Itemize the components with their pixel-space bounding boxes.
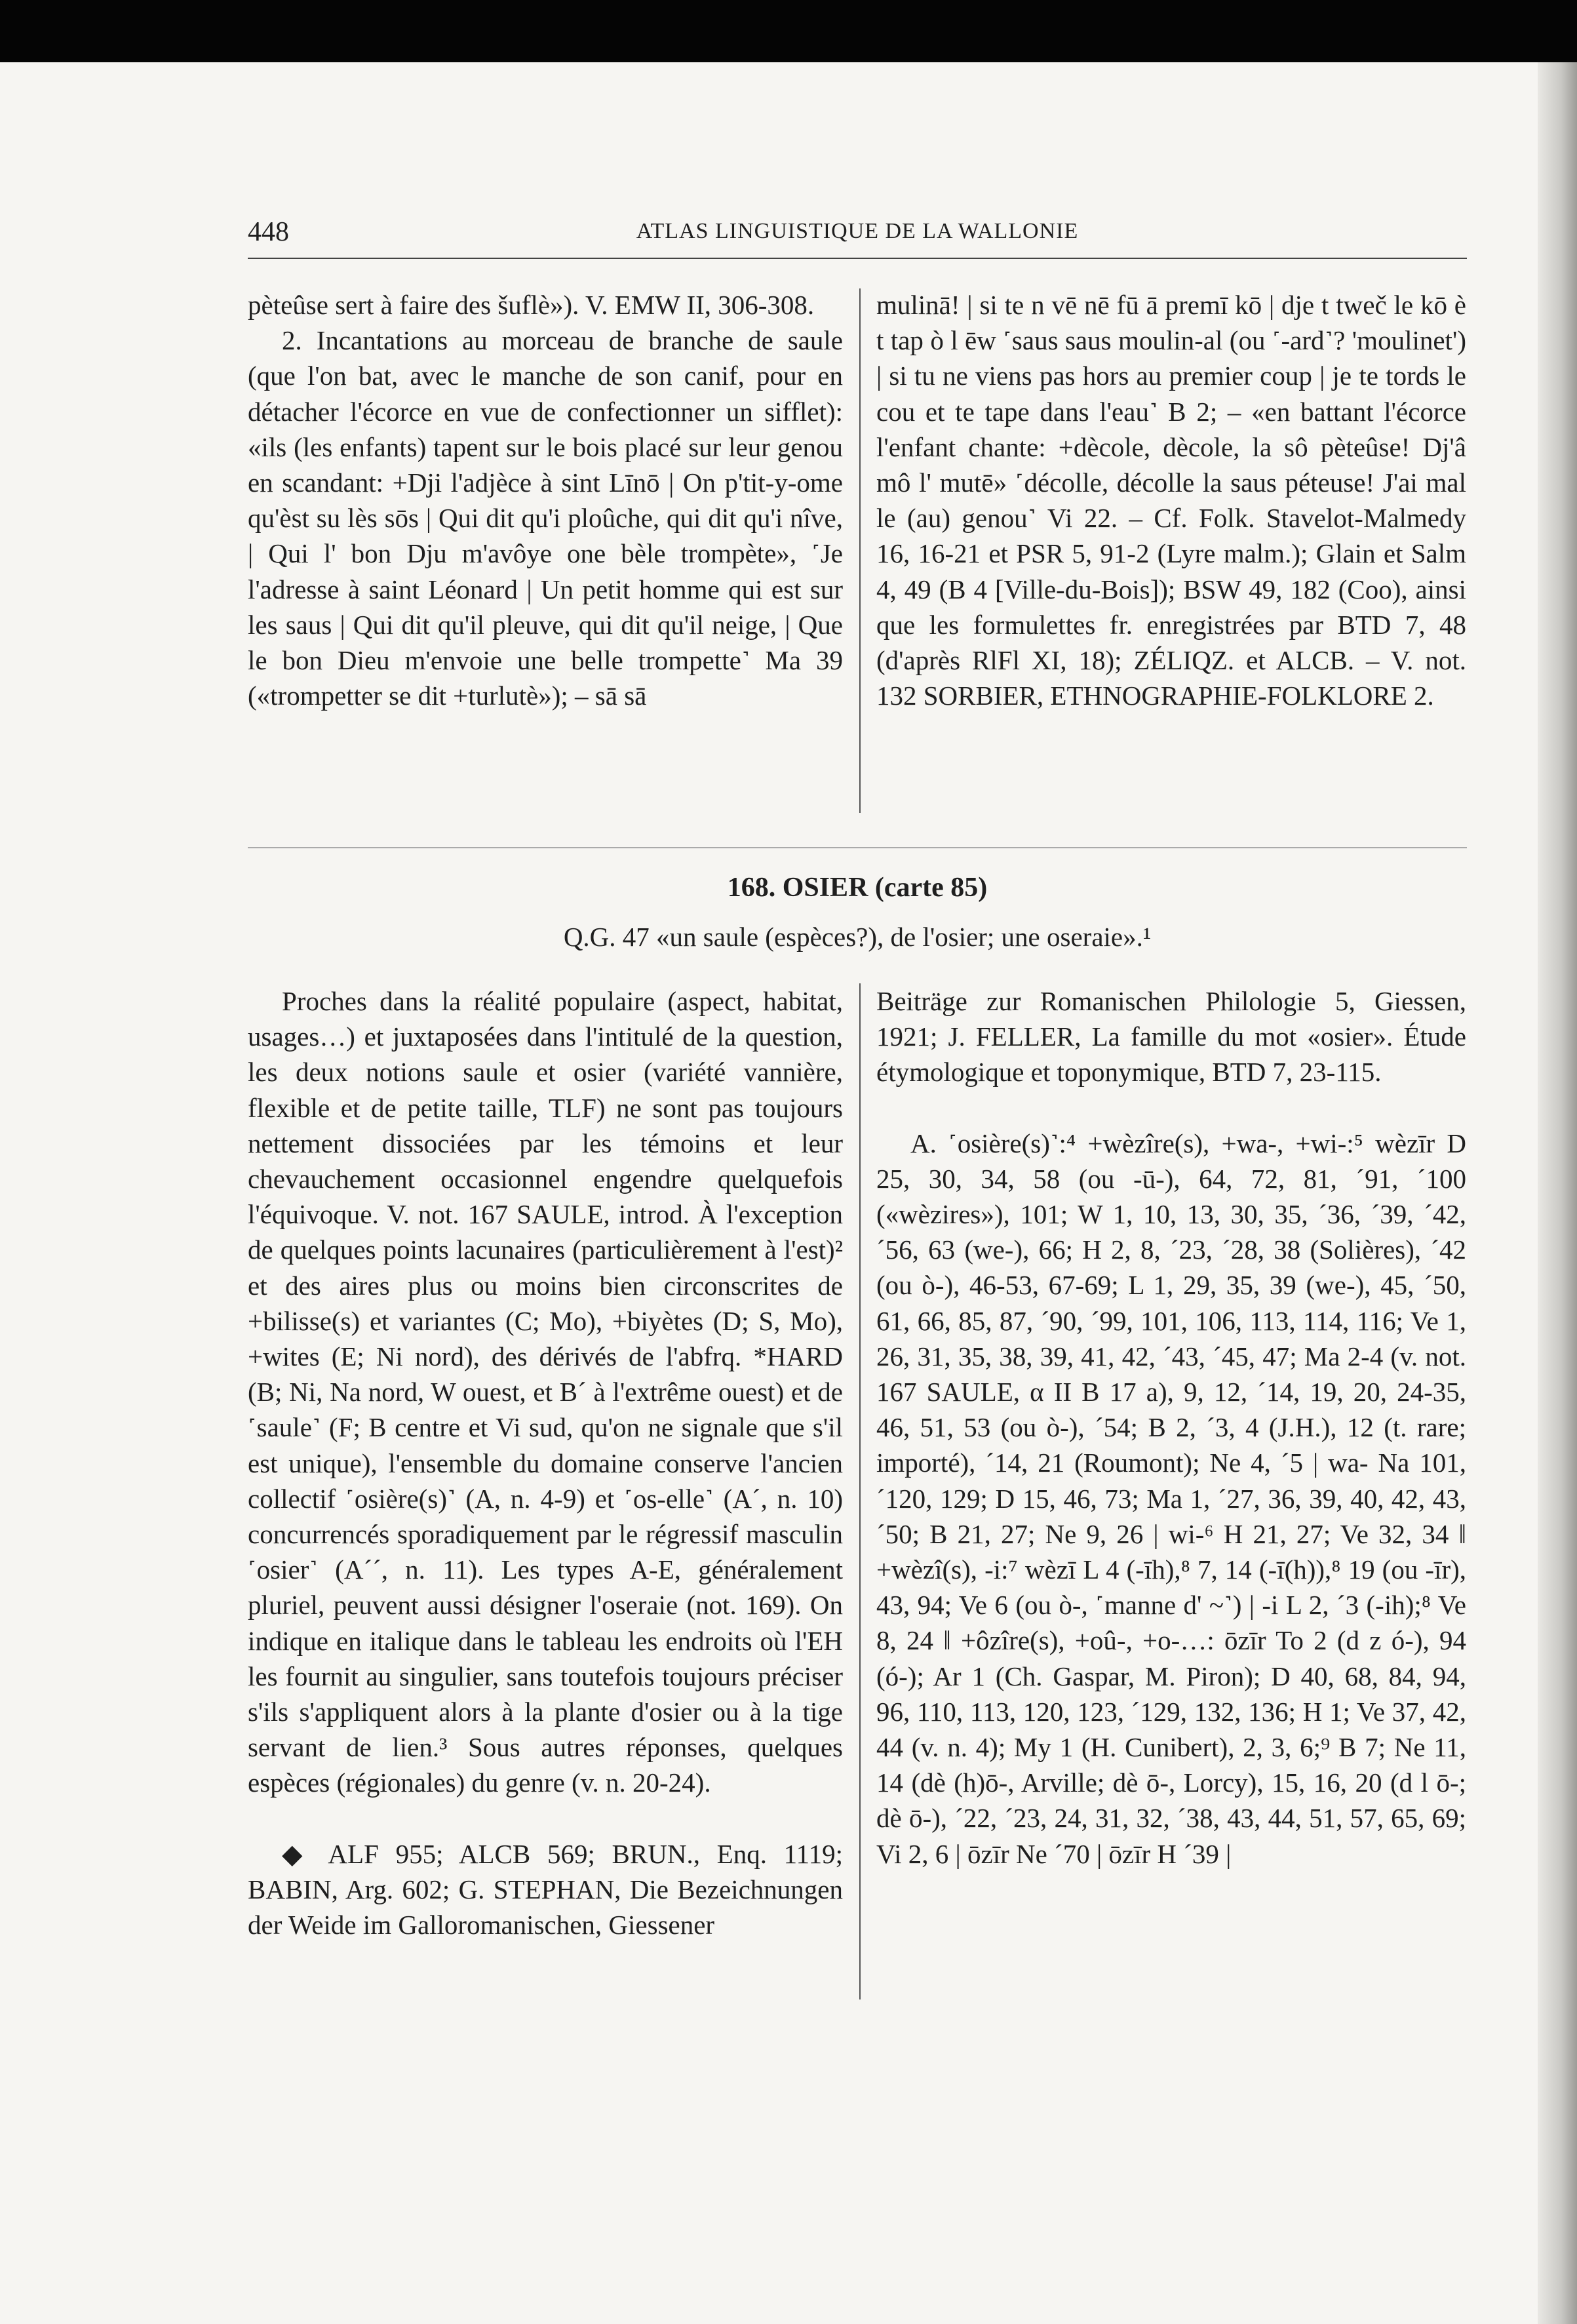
- bottom-left-column: [248, 983, 843, 1942]
- header-rule: [248, 258, 1467, 259]
- paragraph: ◆ ALF 955; ALCB 569; BRUN., Enq. 1119; BABIN, Arg. 602; G. STEPHAN, Die Bezeichnungen der Weide im Galloromanischen, Giessener: [248, 1838, 843, 1940]
- column-divider-top: [859, 288, 861, 813]
- section-subtitle: Q.G. 47 «un saule (espèces?), de l'osier; une oseraie».¹: [563, 922, 1152, 952]
- section-separator: [248, 847, 1467, 848]
- paragraph: Proches dans la réalité populaire (aspect, habitat, usages…) et juxtaposées dans l'intitulé de la question, les deux notions saule et osier (variété vannière, flexible et de petite taille, TLF) ne sont pas toujours nettement dissociées par les témoins et leur chevauchement occasionnel engendre quelquefois l'équivoque. V. not. 167 SAULE, introd. À l'exception de quelques points lacunaires (particulièrement à l'est)² et des aires plus ou moins bien circonscrites de +bilisse(s) et variantes (C; Mo), +biyètes (D; S, Mo), +wites (E; Ni nord), des dérivés de l'abfrq. *HARD (B; Ni, Na nord, W ouest, et B´ à l'extrême ouest) et de ˹saule˺ (F; B centre et Vi sud, qu'on ne signale que s'il est unique), l'ensemble du domaine conserve l'ancien collectif ˹osière(s)˺ (A, n. 4-9) et ˹os-elle˺ (A´, n. 10) concurrencés sporadiquement par le régressif masculin ˹osier˺ (A´´, n. 11). Les types A-E, généralement pluriel, peuvent aussi désigner l'oseraie (not. 169). On indique en italique dans le tableau les endroits où l'EH les fournit au singulier, sans toutefois toujours préciser s'ils s'appliquent alors à la plante d'osier ou à la tige servant de lien.³ Sous autres réponses, quelques espèces (régionales) du genre (v. n. 20-24).: [248, 986, 843, 1798]
- top-right-column: [876, 287, 1466, 713]
- paragraph: Beiträge zur Romanischen Philologie 5, Giessen, 1921; J. FELLER, La famille du mot «osier». Étude étymologique et toponymique, BTD 7, 23-115.: [876, 986, 1466, 1088]
- page-header: [248, 216, 1467, 256]
- scan-border-top: [0, 0, 1577, 62]
- column-divider-bottom: [859, 983, 861, 1999]
- paragraph: A. ˹osière(s)˺:⁴ +wèzîre(s), +wa-, +wi-:⁵ wèzīr D 25, 30, 34, 58 (ou -ū-), 64, 72, 81, ´91, ´100 («wèzires»), 101; W 1, 10, 13, 30, 35, ´36, ´39, ´42, ´56, 63 (we-), 66; H 2, 8, ´23, ´28, 38 (Solières), ´42 (ou ò-), 46-53, 67-69; L 1, 29, 35, 39 (we-), 45, ´50, 61, 66, 85, 87, ´90, ´99, 101, 106, 113, 114, 116; Ve 1, 26, 31, 35, 38, 39, 41, 42, ´43, ´45, 47; Ma 2-4 (v. not. 167 SAULE, α II B 17 a), 9, 12, ´14, 19, 20, 24-35, 46, 51, 53 (ou ò-), ´54; B 2, ´3, 4 (J.H.), 12 (t. rare; importé), ´14, 21 (Roumont); Ne 4, ´5 | wa- Na 101, ´120, 129; D 15, 46, 73; Ma 1, ´27, 36, 39, 40, 42, 43, ´50; B 21, 27; Ne 9, 26 | wi-⁶ H 21, 27; Ve 32, 34 ‖ +wèzî(s), -i:⁷ wèzī L 4 (-īh),⁸ 7, 14 (-ī(h)),⁸ 19 (ou -īr), 43, 94; Ve 6 (ou ò-, ˹manne d' ~˺) | -i L 2, ´3 (-ih);⁸ Ve 8, 24 ‖ +ôzîre(s), +oû-, +o-…: ōzīr To 2 (d z ó-), 94 (ó-); Ar 1 (Ch. Gaspar, M. Piron); D 40, 68, 84, 94, 96, 110, 113, 120, 123, ´129, 132, 136; H 1; Ve 37, 42, 44 (v. n. 4); My 1 (H. Cunibert), 2, 3, 6;⁹ B 7; Ne 11, 14 (dè (h)ō-, Arville; dè ō-, Lorcy), 15, 16, 20 (d l ō-; dè ō-), ´22, ´23, 24, 31, 32, ´38, 43, 44, 51, 57, 65, 69; Vi 2, 6 | ōzīr Ne ´70 | ōzīr H ´39 |: [876, 1128, 1466, 1869]
- running-head: ATLAS LINGUISTIQUE DE LA WALLONIE: [636, 219, 1079, 243]
- paragraph: 2. Incantations au morceau de branche de saule (que l'on bat, avec le manche de son canif, pour en détacher l'écorce en vue de confectionner un sifflet): «ils (les enfants) tapent sur le bois placé sur leur genou en scandant: +Dji l'adjèce à sint Līnō | On p'tit-y-ome qu'èst su lès sōs | Qui dit qu'i ploûche, qui dit qu'i nîve, | Qui l' bon Dju m'avôye one bèle trompète», ˹Je l'adresse à saint Léonard | Un petit homme qui est sur les saus | Qui dit qu'il pleuve, qui dit qu'il neige, | Que le bon Dieu m'envoie une belle trompette˺ Ma 39 («trompetter se dit +turlutè»); – sā sā: [248, 325, 843, 711]
- scan-border-right: [1538, 62, 1577, 2324]
- section-title: 168. OSIER (carte 85): [727, 873, 988, 903]
- top-left-column: [248, 287, 843, 713]
- bottom-right-column: [876, 983, 1466, 1872]
- paragraph: mulinā! | si te n vē nē fū ā premī kō | dje t tweč le kō è t tap ò l ēw ˹saus saus moulin-al (ou ˹-ard˺? 'moulinet') | si tu ne viens pas hors au premier coup | je te tords le cou et te tape dans l'eau˺ B 2; – «en battant l'écorce l'enfant chante: +dècole, dècole, la sô pèteûse! Dj'â mô l' mutē» ˹décolle, décolle la saus péteuse! J'ai mal le (au) genou˺ Vi 22. – Cf. Folk. Stavelot-Malmedy 16, 16-21 et PSR 5, 91-2 (Lyre malm.); Glain et Salm 4, 49 (B 4 [Ville-du-Bois]); BSW 49, 182 (Coo), ainsi que les formulettes fr. enregistrées par BTD 7, 48 (d'après RlFl XI, 18); ZÉLIQZ. et ALCB. – V. not. 132 SORBIER, ETHNOGRAPHIE-FOLKLORE 2.: [876, 290, 1466, 711]
- paragraph: pèteûse sert à faire des šuflè»). V. EMW II, 306-308.: [248, 290, 815, 320]
- page-number: 448: [248, 217, 289, 247]
